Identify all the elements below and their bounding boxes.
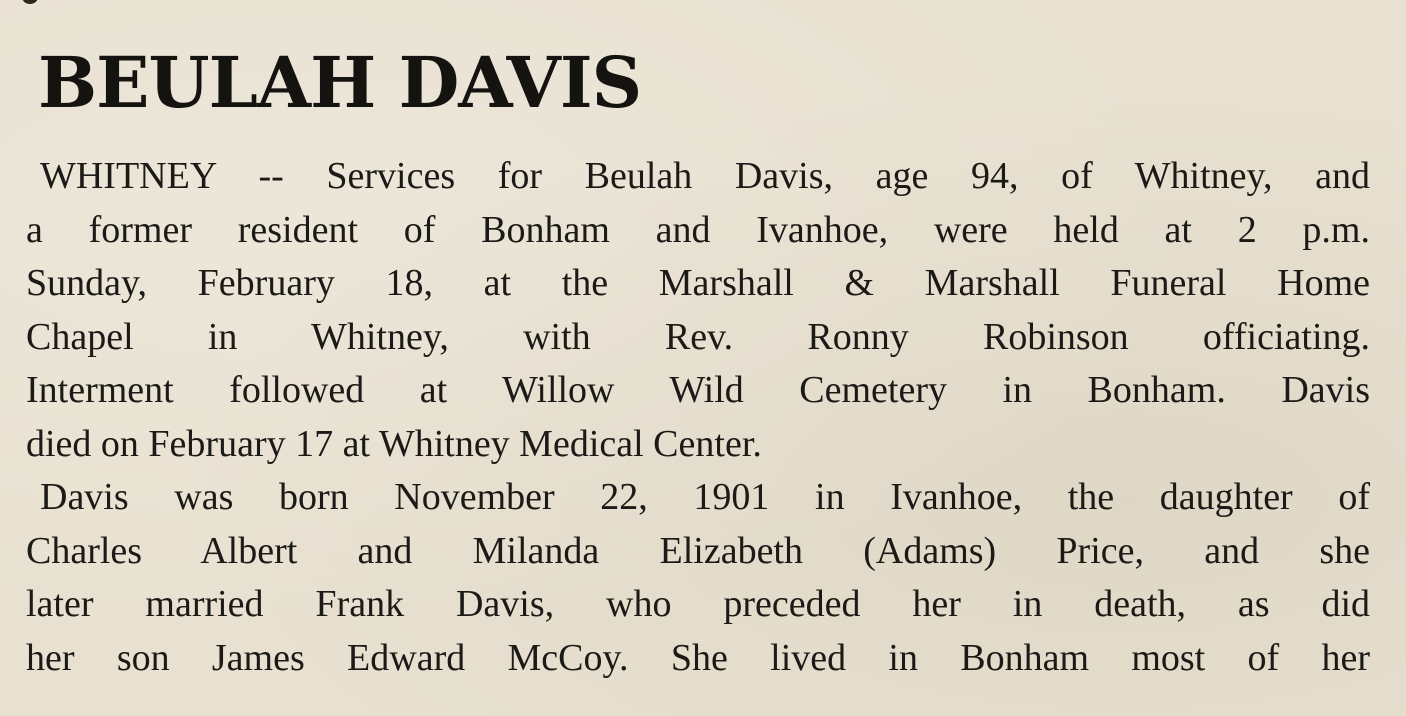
paragraph-2-line-1: Davis was born November 22, 1901 in Ivanhoe, the daughter of <box>40 476 1370 518</box>
obituary-headline: BEULAH DAVIS <box>38 41 642 124</box>
paragraph-1-line-1: WHITNEY -- Services for Beulah Davis, age 94, of Whitney, and <box>40 155 1370 197</box>
paragraph-1-line-2: a former resident of Bonham and Ivanhoe, were held at 2 p.m. <box>26 208 1370 251</box>
edge-ink-mark <box>22 0 38 4</box>
paragraph-1-line-6: died on February 17 at Whitney Medical Center. <box>26 422 762 465</box>
paragraph-2-line-3: later married Frank Davis, who preceded her in death, as did <box>26 583 1370 625</box>
paragraph-2-line-2: Charles Albert and Milanda Elizabeth (Adams) Price, and she <box>26 529 1370 572</box>
paragraph-1-line-3: Sunday, February 18, at the Marshall & Marshall Funeral Home <box>26 262 1370 304</box>
paragraph-1-line-4: Chapel in Whitney, with Rev. Ronny Robinson officiating. <box>26 315 1370 358</box>
obituary-body <box>26 150 1370 685</box>
paragraph-2-line-4: her son James Edward McCoy. She lived in Bonham most of her <box>26 636 1370 679</box>
paragraph-1-line-5: Interment followed at Willow Wild Cemetery in Bonham. Davis <box>26 369 1370 411</box>
